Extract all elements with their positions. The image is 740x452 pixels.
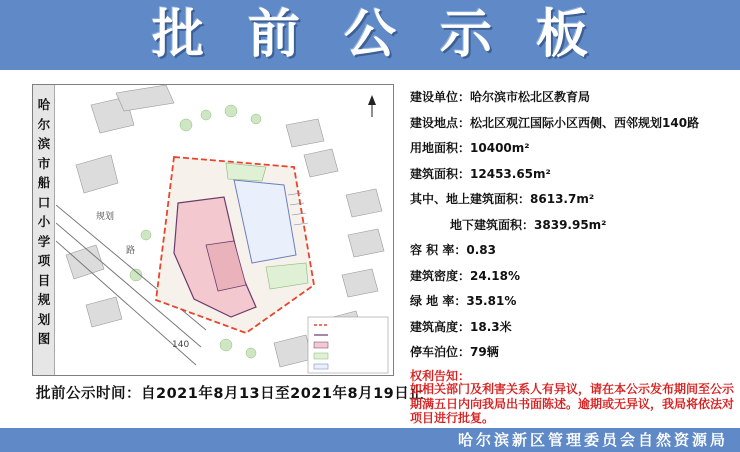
road-label-bottom: 140 <box>172 340 190 350</box>
info-row-below-ground <box>410 216 735 242</box>
info-row-height <box>410 318 735 344</box>
info-row-density <box>410 267 735 293</box>
info-row-build-area <box>410 165 735 191</box>
above-ground-value: 8613.7m² <box>530 192 595 206</box>
site-label: 建设地点： <box>410 115 471 130</box>
plan-side-title: 哈尔滨市船口小学项目规划图 <box>37 97 51 346</box>
far-value: 0.83 <box>466 243 496 257</box>
info-row-site <box>410 114 735 140</box>
site-plan-map <box>32 84 394 376</box>
land-area-value: 10400m² <box>470 141 530 155</box>
below-ground-value: 3839.95m² <box>534 217 607 232</box>
height-label: 建筑高度： <box>410 319 471 334</box>
info-row-land-area <box>410 139 735 165</box>
unit-value: 哈尔滨市松北区教育局 <box>470 90 591 104</box>
project-info <box>410 88 735 369</box>
unit-label: 建设单位： <box>410 90 471 104</box>
rights-notice-text: 如相关部门及利害关系人有异议，请在本公示发布期间至公示期满五日内向我局出书面陈述。逾期或无异议，我局将依法对项目进行批复。 <box>410 382 735 425</box>
info-row-green <box>410 292 735 318</box>
height-value: 18.3米 <box>470 319 512 334</box>
density-label: 建筑密度： <box>410 268 471 283</box>
footer-bar <box>0 428 740 452</box>
below-ground-label: 地下建筑面积： <box>450 217 535 232</box>
land-area-label: 用地面积： <box>410 141 471 155</box>
road-label-mid: 路 <box>126 246 136 256</box>
map-legend <box>308 317 388 373</box>
notice-period: 批前公示时间：自2021年8月13日至2021年8月19日止 <box>36 386 425 402</box>
density-value: 24.18% <box>470 268 520 283</box>
footer-organization: 哈尔滨新区管理委员会自然资源局 <box>457 431 728 449</box>
rights-notice-title: 权利告知： <box>410 369 471 383</box>
site-value: 松北区观江国际小区西侧、西邻规划140路 <box>470 115 700 130</box>
road-label-top: 规划 <box>96 212 115 222</box>
plan-side-title-bar <box>33 85 55 375</box>
green-ratio-value: 35.81% <box>466 294 517 308</box>
site-plan-drawing <box>56 85 394 376</box>
green-ratio-label: 绿 地 率： <box>410 294 467 308</box>
info-row-unit <box>410 88 735 114</box>
header-banner <box>0 0 740 70</box>
build-area-label: 建筑面积： <box>410 166 471 181</box>
info-row-far <box>410 241 735 267</box>
info-row-above-ground <box>410 190 735 216</box>
parking-label: 停车泊位： <box>410 345 471 359</box>
info-row-parking <box>410 343 735 369</box>
parking-value: 79辆 <box>470 345 499 359</box>
page-title: 批前公示板 <box>151 5 632 65</box>
build-area-value: 12453.65m² <box>470 166 551 181</box>
far-label: 容 积 率： <box>410 243 467 257</box>
above-ground-label: 其中、地上建筑面积： <box>410 192 531 206</box>
